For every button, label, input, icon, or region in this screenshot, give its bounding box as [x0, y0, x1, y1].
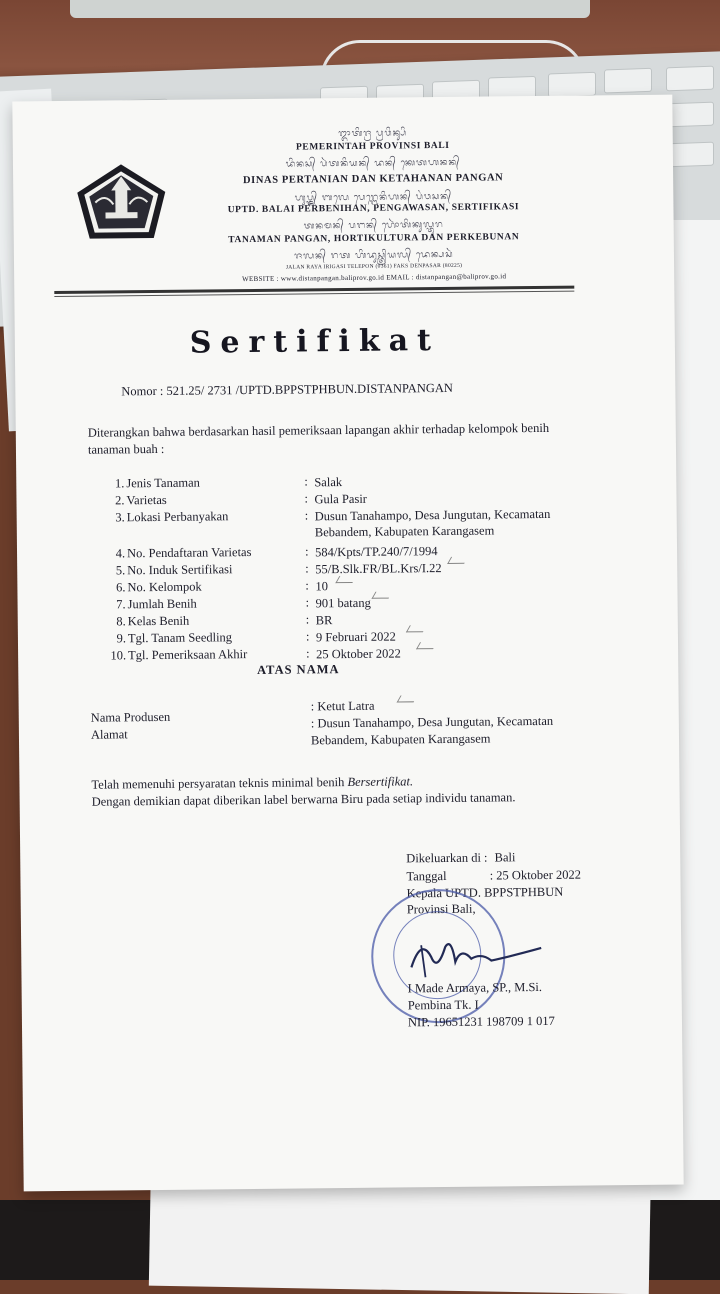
item-number: 9.: [116, 631, 127, 646]
issued-at-label: Dikeluarkan di :: [406, 850, 488, 866]
item-value: 9 Februari 2022: [315, 629, 396, 645]
item-value: Salak: [314, 475, 343, 490]
item-value: 25 Oktober 2022: [316, 646, 401, 662]
balinese-script-line: ᬤᬶᬦᬲ᭄ ᬧᬃᬢᬦᬶᬬᬦ᭄ ᬤᬦ᭄ ᬓᬾᬢᬳᬦᬦ᭄: [285, 157, 461, 170]
certificate-page: [12, 95, 683, 1192]
statement-certified: Bersertifikat.: [347, 774, 414, 790]
statement-paragraph: [91, 771, 591, 810]
item-colon: :: [304, 491, 309, 506]
item-label: Lokasi Perbanyakan: [126, 509, 229, 525]
item-value: 55/B.Slk.FR/BL.Krs/I.22: [315, 561, 442, 577]
address-label: Alamat: [90, 727, 128, 742]
address-text: Dusun Tanahampo, Desa Jungutan, Kecamatan Bebandem, Kabupaten Karangasem: [310, 713, 554, 748]
government-name: PEMERINTAH PROVINSI BALI: [295, 140, 450, 153]
certificate-number: Nomor : 521.25/ 2731 /UPTD.BPPSTPHBUN.DISTANPANGAN: [121, 380, 453, 399]
item-colon: :: [305, 612, 310, 627]
item-value: 10: [315, 579, 328, 594]
item-label: No. Pendaftaran Varietas: [126, 545, 252, 561]
balinese-script-line: ᬒᬢᬶᬚ᭄ᬭ ᬧ᭄ᬭᬯᬶᬦ᭄ᬲᬶ: [338, 128, 408, 140]
item-colon: :: [305, 629, 310, 644]
item-value: Gula Pasir: [314, 491, 368, 507]
item-label: Tgl. Pemeriksaan Akhir: [128, 647, 248, 663]
handwritten-signature-icon: [401, 926, 552, 988]
address-value: [311, 712, 611, 749]
item-label: Kelas Benih: [127, 613, 190, 629]
balinese-script-line: ᬳᬸᬧ᭄ᬢ᭄ᬤ᭄ ᬩᬮᬾ ᬧᬾᬭ᭄ᬩᬾᬦᬶᬳᬦ᭄ ᬧᬂᬯᬲᬦ᭄: [294, 191, 453, 204]
issue-date: [406, 868, 581, 885]
website-email: WEBSITE : www.distanpangan.baliprov.go.id EMAIL : distanpangan@baliprov.go.id: [242, 272, 507, 284]
item-number: 5.: [115, 563, 126, 578]
item-label: Jenis Tanaman: [126, 475, 200, 491]
item-number: 3.: [115, 510, 125, 525]
balinese-script-line: ᬢᬦᬫᬦ᭄ ᬧᬗᬦ᭄ ᬳᭀᬃᬢᬶᬓᬸᬮ᭄ᬢᬸᬭ: [303, 219, 444, 232]
office-address: JALAN RAYA IRIGASI TELEPON (0361) FAKS DENPASAR (80225): [285, 262, 463, 271]
item-value: 584/Kpts/TP.240/7/1994: [314, 544, 438, 560]
item-colon: :: [304, 508, 309, 523]
signer-rank: Pembina Tk. I: [407, 997, 479, 1013]
balinese-script-line: ᬚᬮᬦ᭄ ᬭᬢ ᬳᬶᬤᬸᬲ᭄ᬢ᭄ᬭᬶᬬᬮ᭄ ᬤᬾᬦ᭄ᬧᬲᬃ: [294, 249, 454, 262]
issue-date-label: Tanggal: [406, 868, 447, 884]
keyboard-key: [604, 68, 652, 94]
producer-label: Nama Produsen: [90, 709, 171, 725]
issued-at: [406, 850, 515, 866]
item-colon: :: [304, 544, 309, 559]
statement-line-1: Telah memenuhi persyaratan teknis minimal benih: [91, 775, 348, 792]
item-number: 8.: [116, 614, 126, 629]
item-label: No. Induk Sertifikasi: [127, 562, 233, 578]
item-number: 4.: [115, 546, 126, 561]
item-label: Varietas: [126, 492, 167, 508]
signer-nip: NIP. 19651231 198709 1 017: [407, 1013, 555, 1030]
monitor-base: [70, 0, 590, 18]
statement-line-2: Dengan demikian dapat diberikan label berwarna Biru pada setiap individu tanaman.: [91, 790, 516, 809]
issue-date-value: : 25 Oktober 2022: [489, 867, 582, 883]
signer-name: I Made Armaya, SP., M.Si.: [407, 979, 543, 996]
item-colon: :: [304, 474, 308, 489]
item-colon: :: [305, 595, 310, 610]
signer-position: Kepala UPTD. BPPSTPHBUN: [406, 884, 564, 901]
item-colon: :: [305, 578, 309, 593]
keyboard-key: [666, 142, 714, 168]
item-colon: :: [306, 646, 310, 661]
item-number: 6.: [115, 580, 126, 595]
on-behalf-heading: ATAS NAMA: [256, 662, 340, 677]
keyboard-key: [666, 66, 714, 92]
keyboard-key: [666, 102, 714, 128]
unit-name: UPTD. BALAI PERBENIHAN, PENGAWASAN, SERTIFIKASI: [227, 202, 520, 216]
item-label: No. Kelompok: [127, 579, 202, 595]
keyboard-key: [548, 72, 596, 98]
item-number: 7.: [116, 597, 126, 612]
division-name: TANAMAN PANGAN, HORTIKULTURA DAN PERKEBUNAN: [228, 232, 520, 246]
item-value: BR: [315, 613, 333, 628]
bali-province-emblem-icon: [75, 162, 168, 241]
intro-paragraph: Diterangkan bahwa berdasarkan hasil pemeriksaan lapangan akhir terhadap kelompok benih tanaman buah :: [87, 420, 550, 457]
item-label: Tgl. Tanam Seedling: [127, 630, 233, 646]
item-value: 901 batang: [315, 595, 371, 611]
item-colon: :: [305, 561, 309, 576]
item-value: Dusun Tanahampo, Desa Jungutan, Kecamatan Bebandem, Kabupaten Karangasem: [314, 506, 551, 540]
agency-name: DINAS PERTANIAN DAN KETAHANAN PANGAN: [242, 172, 504, 187]
issued-at-value: Bali: [494, 850, 516, 865]
certificate-title: Sertifikat: [189, 323, 441, 361]
item-label: Jumlah Benih: [127, 596, 197, 612]
item-number: 10.: [110, 648, 127, 663]
signer-province: Provinsi Bali,: [406, 901, 476, 917]
item-number: 1.: [114, 476, 125, 491]
address-colon: :: [310, 716, 315, 731]
item-number: 2.: [115, 493, 125, 508]
producer-name: Ketut Latra: [317, 698, 375, 714]
producer-colon: :: [310, 699, 315, 714]
